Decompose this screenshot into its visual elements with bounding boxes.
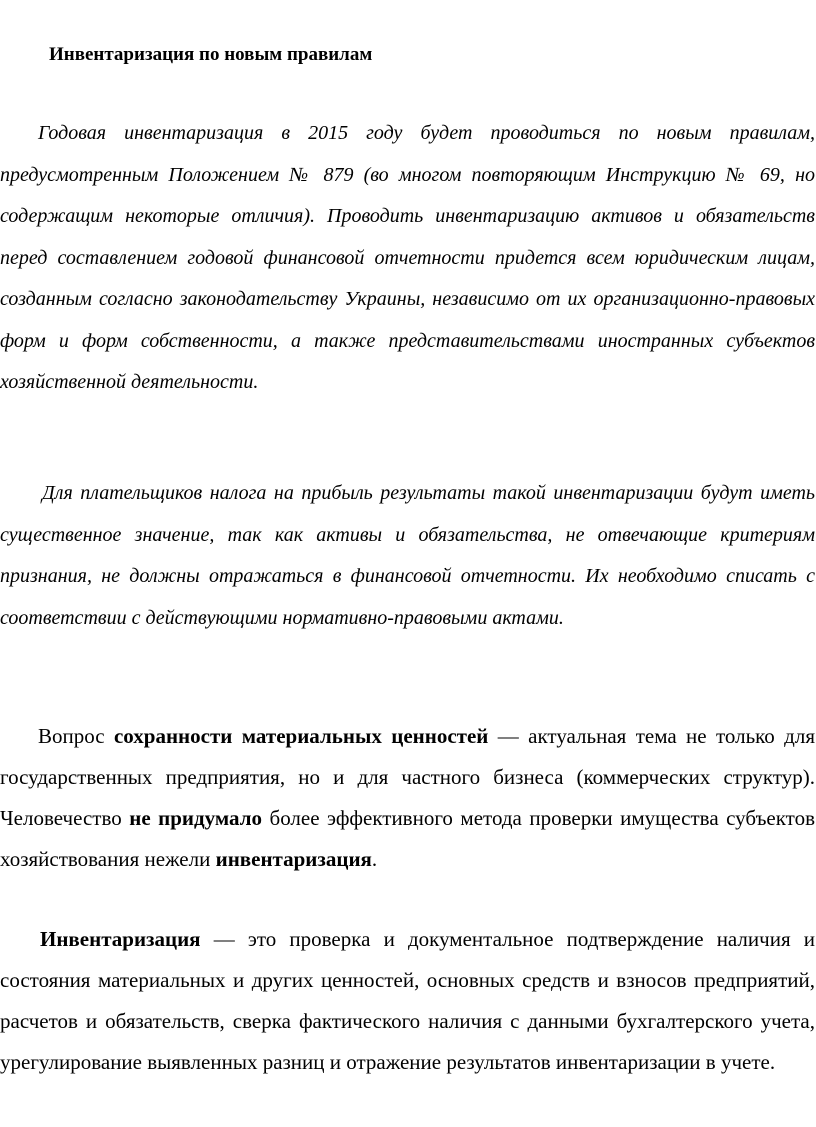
definition-text: — это проверка и документальное подтверждение наличия и состояния материальных и других ценностей, основных средств и взносов предприятий, расчетов и обязательств, сверка фактического наличия с данными бухгалтерского учета, урегулирование выявленных разниц и отражение результатов инвентаризации в учете. [0,927,815,1074]
text-fragment: . [371,847,378,871]
document-title: Инвентаризация по новым правилам [49,44,373,65]
paragraph-profit-tax: Для плательщиков налога на прибыль результаты такой инвентаризации будут иметь существенное значение, так как активы и обязательства, не отвечающие критериям признания, не должны отражаться в финансовой отчетности. Их необходимо списать с соответствии с действующими нормативно-правовыми актами. [0,482,815,629]
paragraph-asset-safety [0,716,815,880]
emphasis-not-invented: не придумало [129,806,262,830]
text-fragment: более эффективного метода проверки имущества субъектов хозяйствования нежели [0,806,815,871]
paragraph-annual-inventory: Годовая инвентаризация в 2015 году будет проводиться по новым правилам, предусмотренным Положением № 879 (во многом повторяющим Инструкцию № 69, но содержащим некоторые отличия). Проводить инвентаризацию активов и обязательств перед составлением годовой финансовой отчетности придется всем юридическим лицам, созданным согласно законодательству Украины, независимо от их организационно-правовых форм и форм собственности, а также представительствами иностранных субъектов хозяйственной деятельности. [0,122,815,393]
text-fragment: Вопрос [38,724,114,748]
emphasis-inventory: инвентаризация [215,847,372,871]
term-inventory: Инвентаризация [40,927,201,951]
paragraph-inventory-definition [0,919,815,1083]
emphasis-asset-safety: сохранности материальных ценностей [113,724,489,748]
text-fragment: — актуальная тема не только для государственных предприятия, но и для частного бизнеса (коммерческих структур). Человечество [0,724,815,830]
